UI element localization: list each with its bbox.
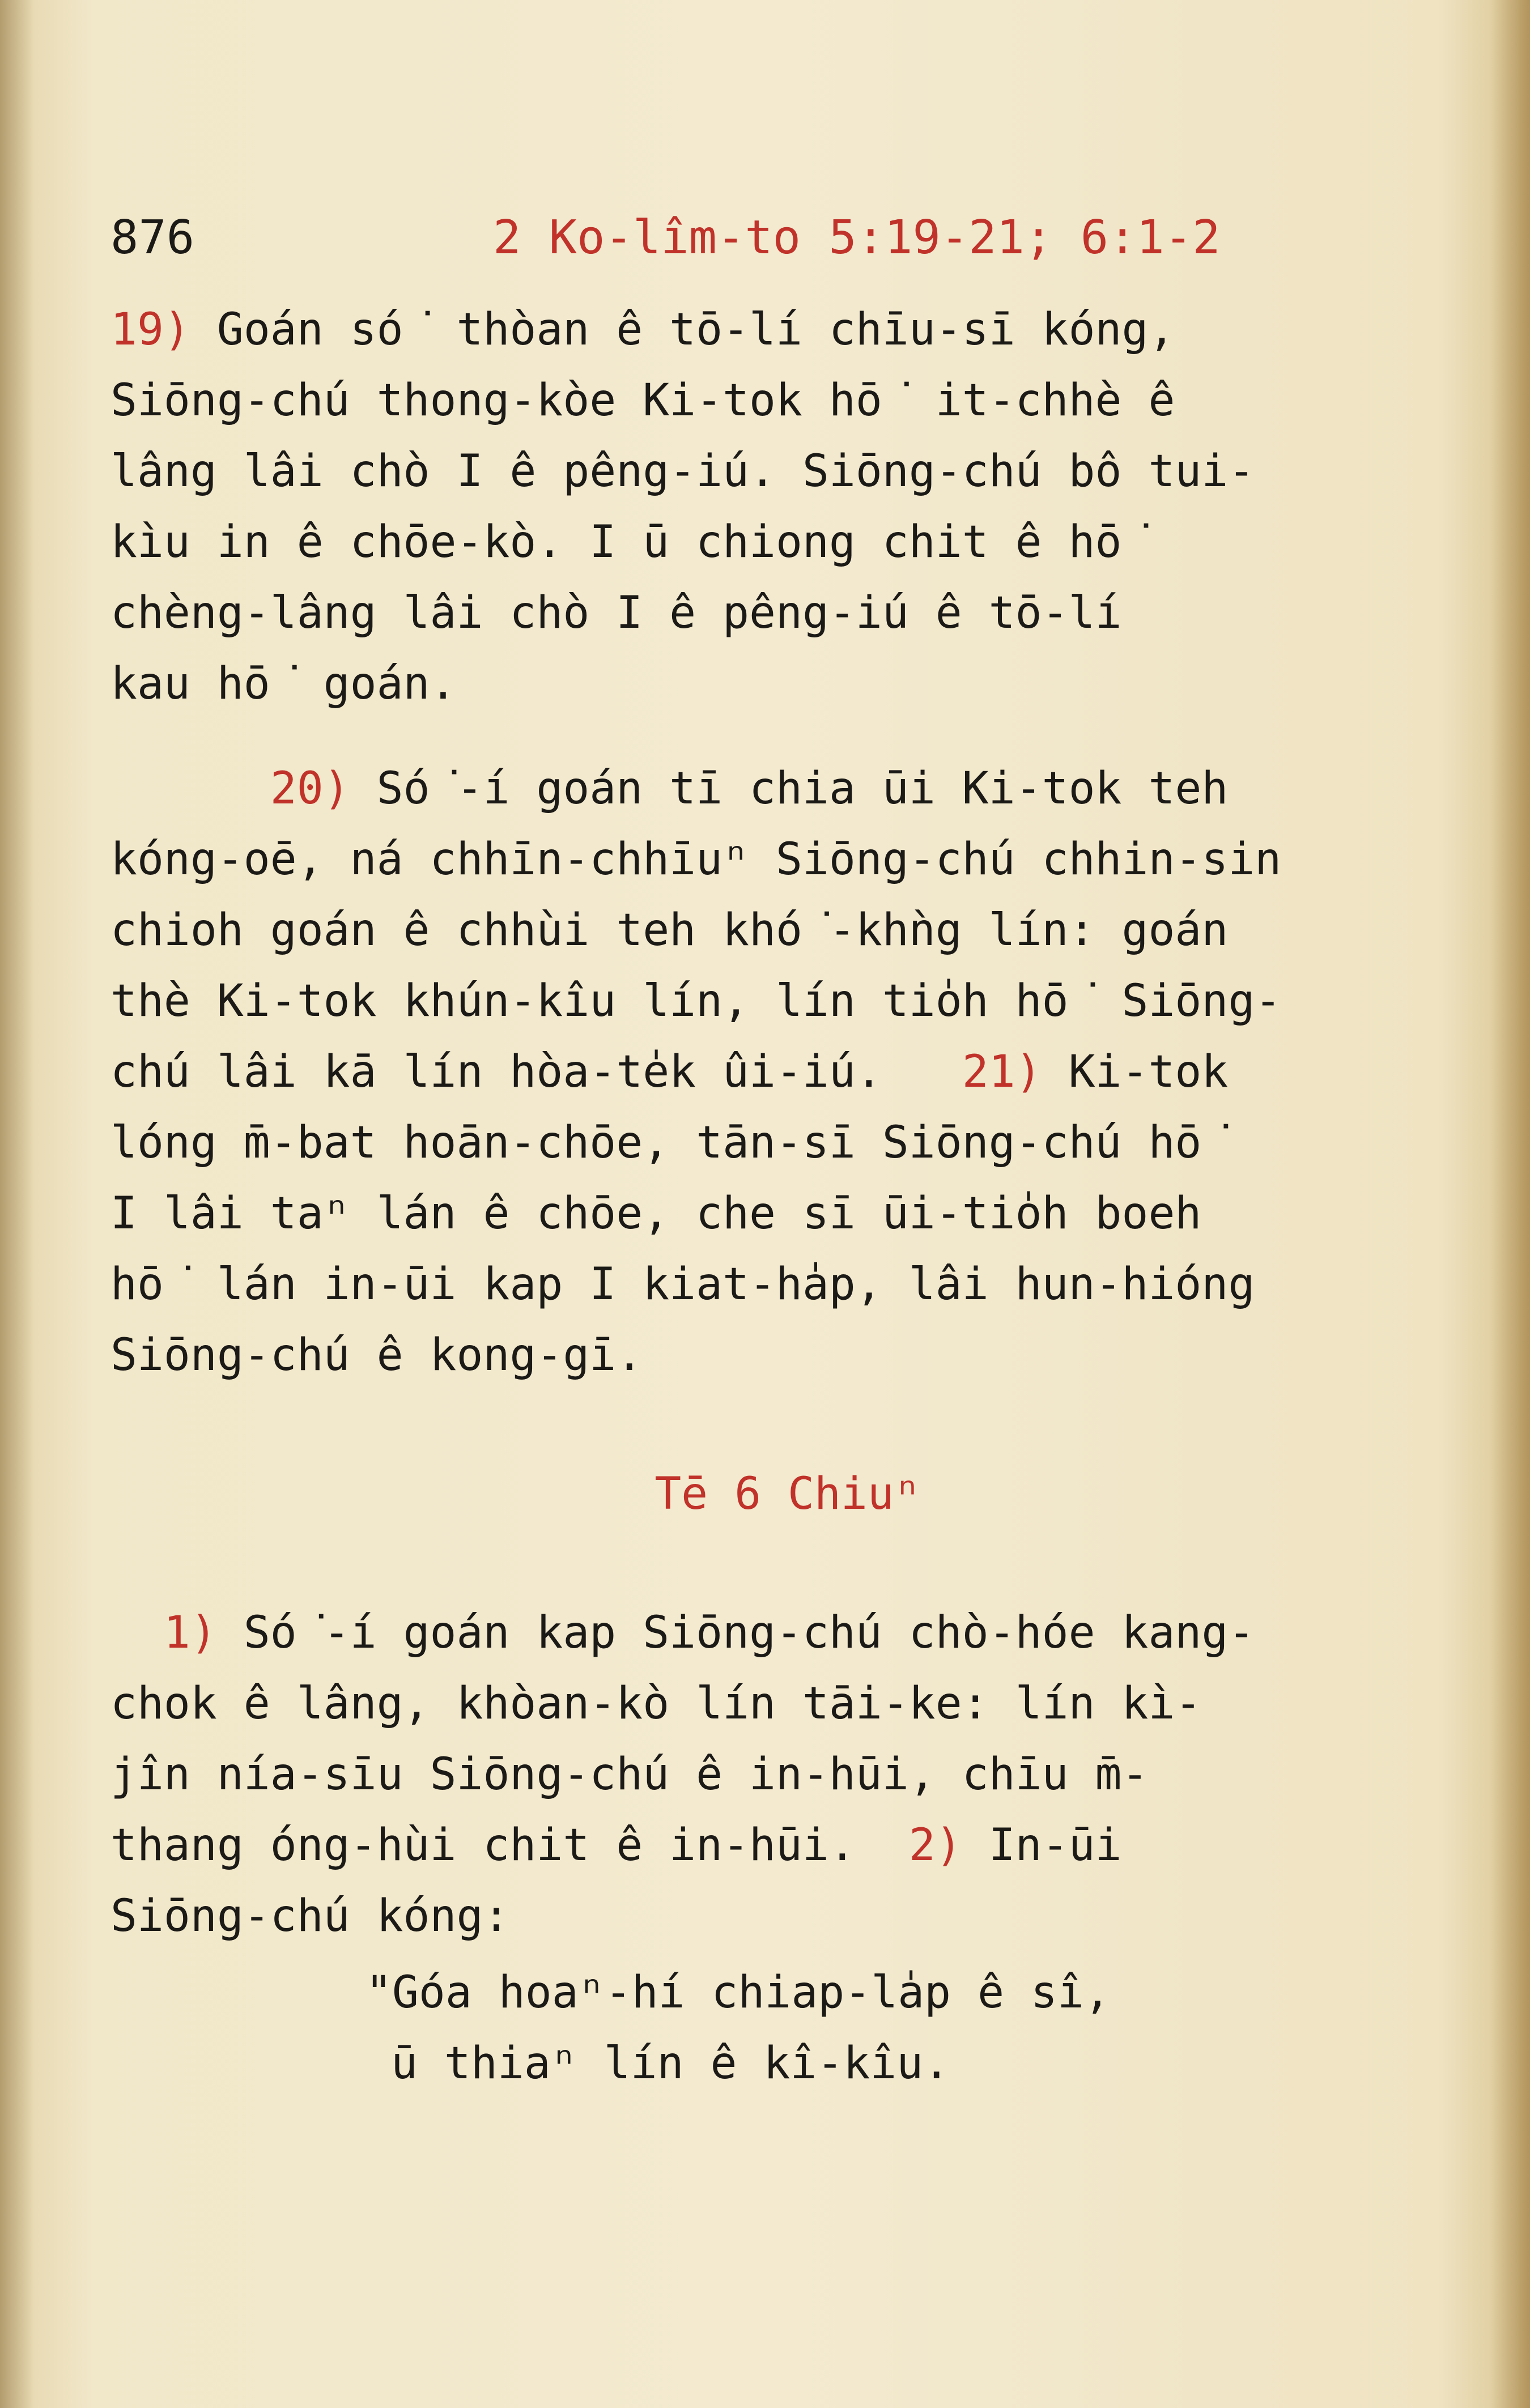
text-line: Siōng-chú thong-kòe Ki-tok hō͘ it-chhè ê [110, 375, 1175, 426]
quotation-block [110, 1958, 1431, 2099]
text-line: thang óng-hùi chit ê in-hūi. 2) In-ūi [110, 1820, 1122, 1871]
text-line: chioh goán ê chhùi teh khó͘-khǹg lín: goán [110, 905, 1229, 956]
text-line: jîn nía-sīu Siōng-chú ê in-hūi, chīu m̄- [110, 1749, 1149, 1800]
verse-number-1: 1) [163, 1607, 217, 1658]
quote-line: ū thiaⁿ lín ê kî-kîu. [391, 2038, 950, 2089]
text-line: 20) Só͘-í goán tī chia ūi Ki-tok teh [270, 763, 1229, 814]
running-head: 2 Ko-lîm-to 5:19-21; 6:1-2 [493, 211, 1221, 265]
text-line: hō͘ lán in-ūi kap I kiat-ha̍p, lâi hun-hióng [110, 1259, 1255, 1310]
verse-number-2: 2) [908, 1820, 962, 1871]
chapter-6-paragraph [110, 1598, 1431, 1952]
text-line: I lâi taⁿ lán ê chōe, che sī ūi-tio̍h boeh [110, 1188, 1202, 1239]
text-line: chok ê lâng, khòan-kò lín tāi-ke: lín kì- [110, 1678, 1202, 1729]
text-line: lóng m̄-bat hoān-chōe, tān-sī Siōng-chú hō͘ [110, 1117, 1229, 1168]
text-line: kau hō͘ goán. [110, 658, 457, 709]
page-edge-shadow [1490, 0, 1530, 2408]
page-number: 876 [110, 211, 195, 265]
page-body [110, 295, 1431, 2105]
text-line: kóng-oē, ná chhīn-chhīuⁿ Siōng-chú chhin-sin [110, 834, 1282, 885]
text-line: lâng lâi chò I ê pêng-iú. Siōng-chú bô tui- [110, 446, 1255, 497]
text-line: kìu in ê chōe-kò. I ū chiong chit ê hō͘ [110, 517, 1149, 568]
verse-20-paragraph [110, 754, 1431, 1391]
text-line: 19) Goán só͘ thòan ê tō-lí chīu-sī kóng, [110, 304, 1175, 355]
verse-19-paragraph [110, 295, 1431, 720]
verse-number-20: 20) [270, 763, 350, 814]
chapter-heading: Tē 6 Chiuⁿ [654, 1469, 921, 1520]
verse-number-19: 19) [110, 304, 190, 355]
text-line: thè Ki-tok khún-kîu lín, lín tio̍h hō͘ Siōng- [110, 976, 1282, 1027]
page-header [110, 207, 1414, 269]
text-line: Siōng-chú kóng: [110, 1891, 510, 1942]
text-line: 1) Só͘-í goán kap Siōng-chú chò-hóe kang- [163, 1607, 1255, 1658]
verse-number-21: 21) [962, 1046, 1042, 1097]
spine-shadow [0, 0, 34, 2408]
quote-line: "Góa hoaⁿ-hí chiap-la̍p ê sî, [366, 1967, 1111, 2018]
text-line: Siōng-chú ê kong-gī. [110, 1330, 643, 1381]
text-line: chèng-lâng lâi chò I ê pêng-iú ê tō-lí [110, 588, 1122, 639]
text-line: chú lâi kā lín hòa-te̍k ûi-iú. 21) Ki-tok [110, 1046, 1229, 1097]
